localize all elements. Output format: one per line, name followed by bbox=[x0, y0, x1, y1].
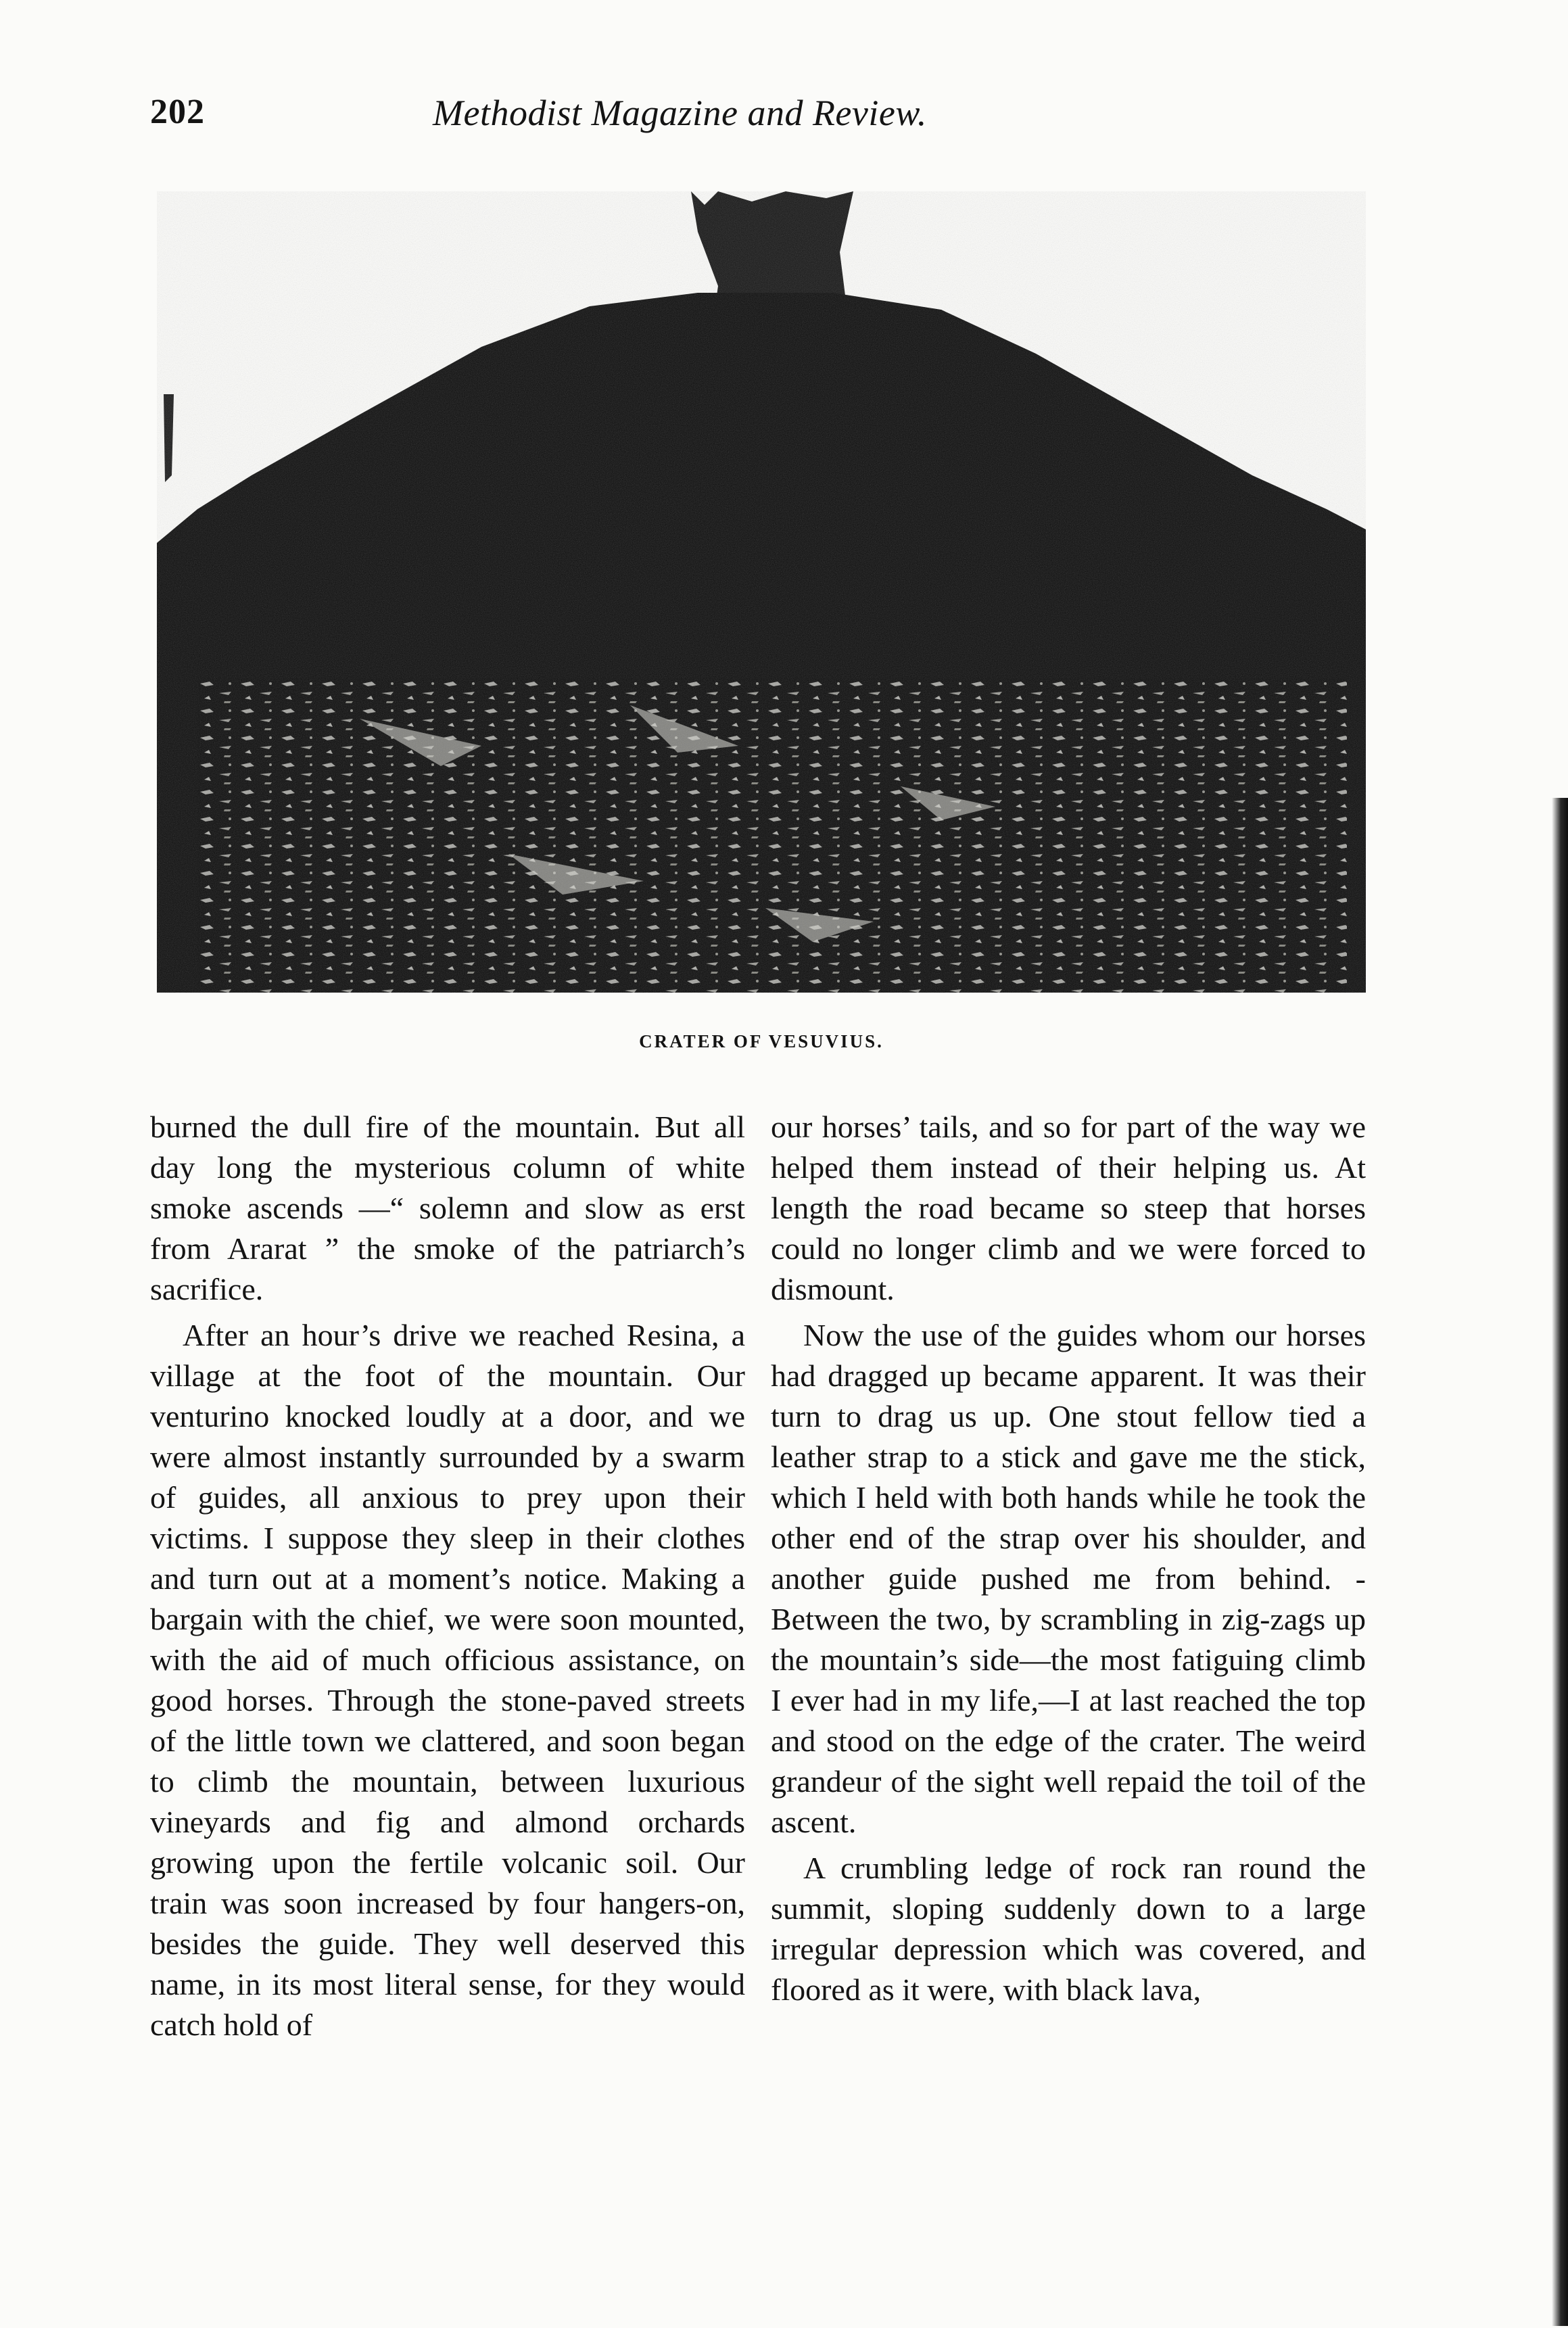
page-number: 202 bbox=[150, 93, 205, 131]
left-text-column bbox=[150, 1107, 745, 2051]
paragraph: Now the use of the guides whom our horses had dragged up became apparent. It was their turn to drag us up. One stout fellow tied a leather strap to a stick and gave me the stick, which I held with both hands while he took the other end of the strap over his shoulder, and another guide pushed me from behind. - Between the two, by scrambling in zig-zags up the mountain’s side—the most fatiguing climb I ever had in my life,—I at last reached the top and stood on the edge of the crater. The weird grandeur of the sight well repaid the toil of the ascent. bbox=[771, 1318, 1366, 1839]
crater-illustration bbox=[157, 191, 1366, 993]
paragraph: A crumbling ledge of rock ran round the summit, sloping suddenly down to a large irregular depression which was covered, and floored as it were, with black lava, bbox=[771, 1851, 1366, 2007]
right-text-column bbox=[771, 1107, 1366, 2016]
running-title: Methodist Magazine and Review. bbox=[433, 93, 927, 133]
page-edge-shadow bbox=[1552, 798, 1568, 2326]
figure-caption: CRATER OF VESUVIUS. bbox=[639, 1031, 884, 1051]
paragraph: burned the dull fire of the mountain. But all day long the mysterious column of white smoke ascends —“ solemn and slow as erst from Ararat ” the smoke of the patriarch’s sacrifice. bbox=[150, 1110, 745, 1306]
paragraph: our horses’ tails, and so for part of the way we helped them instead of their helping us. At length the road became so steep that horses could no longer climb and we were forced to dismount. bbox=[771, 1110, 1366, 1306]
crater-photograph bbox=[157, 191, 1366, 993]
paragraph: After an hour’s drive we reached Resina, a village at the foot of the mountain. Our venturino knocked loudly at a door, and we were almost instantly surrounded by a swarm of guides, all anxious to prey upon their victims. I suppose they sleep in their clothes and turn out at a moment’s notice. Making a bargain with the chief, we were soon mounted, with the aid of much officious assistance, on good horses. Through the stone-paved streets of the little town we clattered, and soon began to climb the mountain, between luxurious vineyards and fig and almond orchards growing upon the fertile volcanic soil. Our train was soon increased by four hangers-on, besides the guide. They well deserved this name, in its most literal sense, for they would catch hold of bbox=[150, 1318, 745, 2042]
